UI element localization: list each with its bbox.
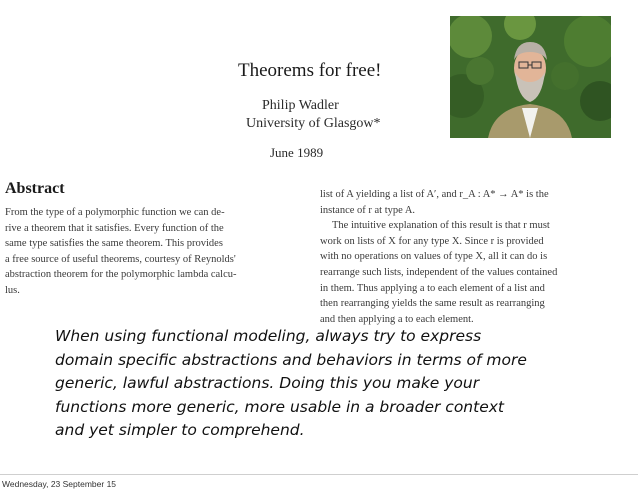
quote-line: generic, lawful abstractions. Doing this you make your (55, 374, 480, 392)
quote-line: and yet simpler to comprehend. (55, 421, 305, 439)
paper-author: Philip Wadler (262, 98, 339, 113)
abstract-line: same type satisfies the same theorem. This provides (5, 238, 223, 250)
abstract-heading: Abstract (5, 180, 65, 197)
author-photo (450, 16, 611, 138)
paper-date: June 1989 (270, 145, 324, 160)
abstract-line: rive a theorem that it satisfies. Every function of the (5, 222, 224, 234)
abstract-line: and then applying a to each element. (320, 313, 474, 325)
abstract-line: rearrange such lists, independent of the values contained (320, 266, 558, 278)
abstract-line: work on lists of X for any type X. Since r is provided (320, 235, 544, 247)
abstract-line: lus. (5, 284, 20, 296)
footer-date: Wednesday, 23 September 15 (2, 479, 117, 489)
abstract-line: list of A yielding a list of A′, and r_A : A* → A* is the (320, 189, 549, 200)
abstract-line: a free source of useful theorems, courtesy of Reynolds' (5, 253, 236, 265)
abstract-line: The intuitive explanation of this result is that r must (332, 220, 550, 232)
footer-divider (0, 474, 638, 475)
abstract-left-column (5, 205, 305, 299)
abstract-line: in them. Thus applying a to each element of a list and (320, 282, 545, 294)
quote-line: domain specific abstractions and behaviors in terms of more (55, 350, 527, 369)
abstract-line: From the type of a polymorphic function we can de- (5, 207, 225, 218)
author-photo-illustration (450, 16, 611, 138)
paper-affiliation: University of Glasgow* (246, 116, 381, 131)
paper-title: Theorems for free! (238, 60, 382, 81)
abstract-line: abstraction theorem for the polymorphic lambda calcu- (5, 269, 237, 281)
quote-text (55, 325, 615, 443)
abstract-line: instance of r at type A. (320, 204, 416, 216)
abstract-line: then rearranging yields the same result as rearranging (320, 298, 545, 310)
abstract-right-column (320, 187, 620, 327)
quote-line: When using functional modeling, always try to express (55, 327, 482, 345)
abstract-line: with no operations on values of type X, all it can do is (320, 251, 548, 263)
quote-line: functions more generic, more usable in a broader context (55, 397, 504, 416)
